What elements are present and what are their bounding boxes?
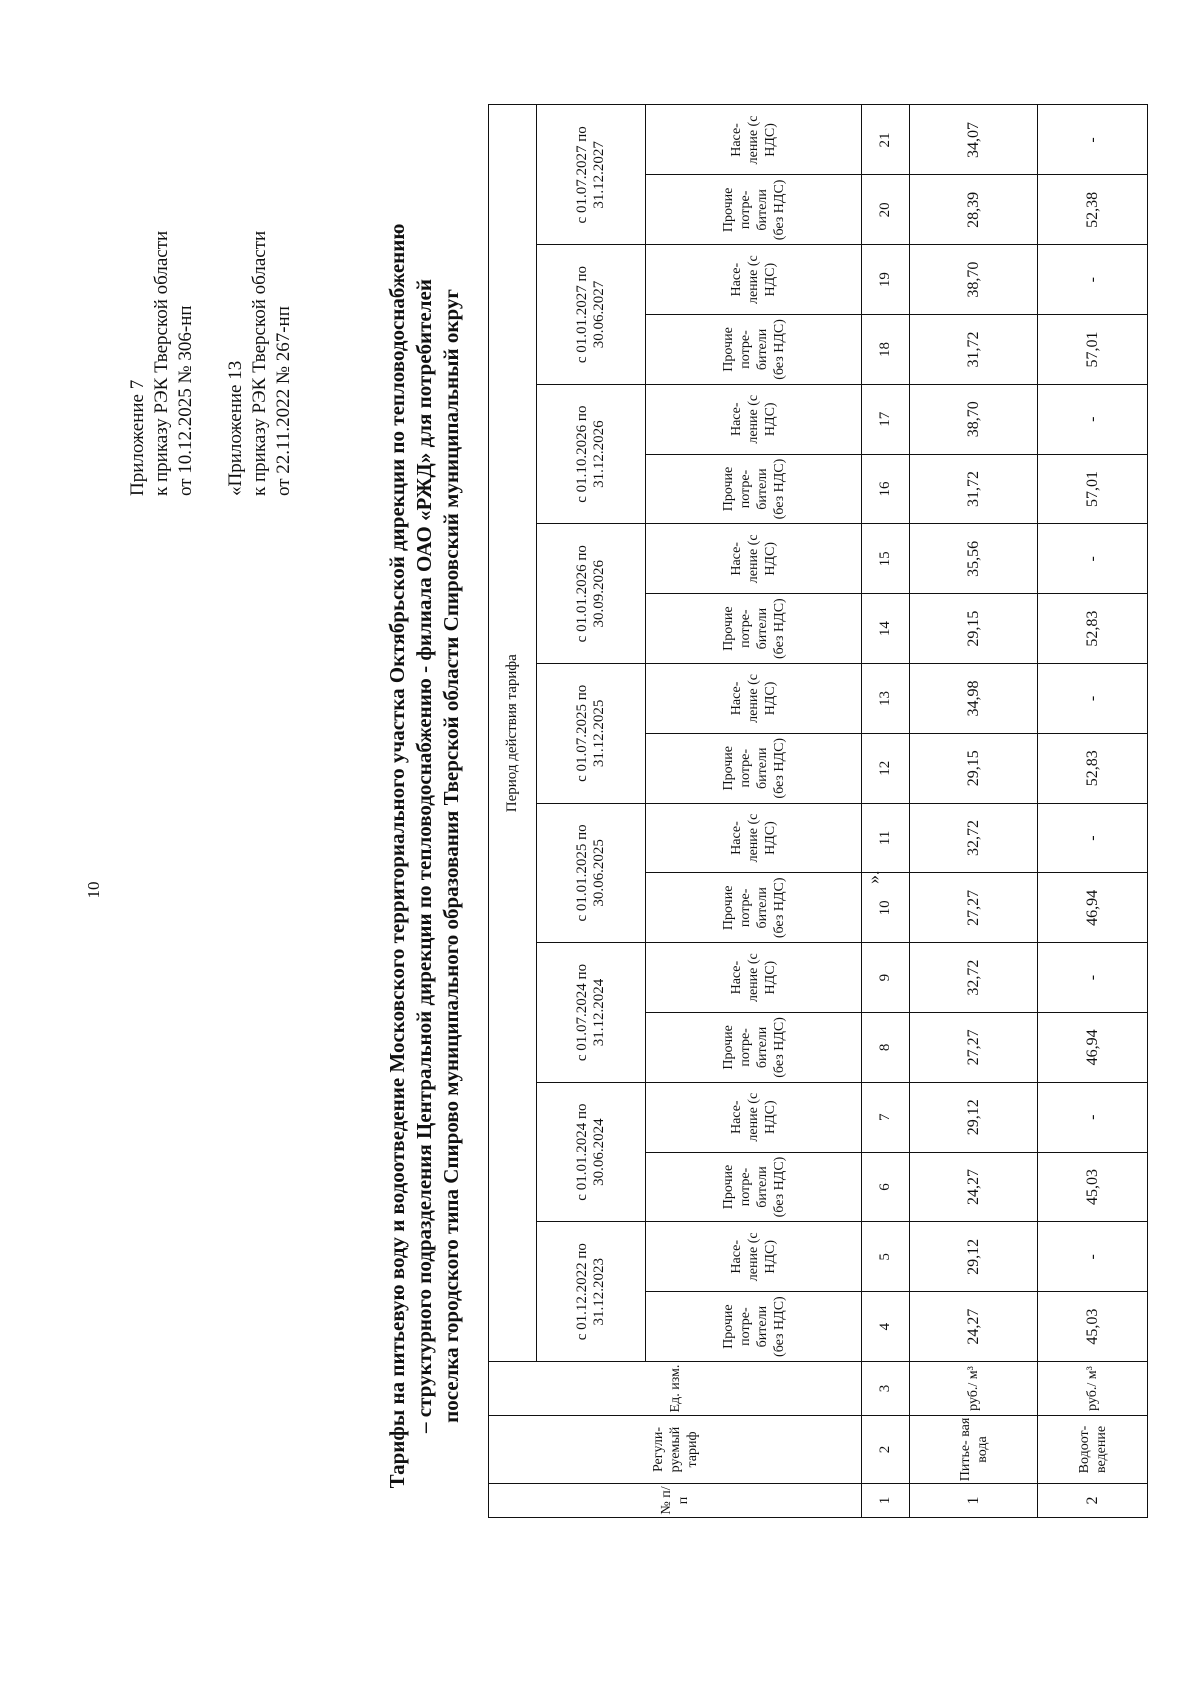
header-tariff: Регули- руемый тариф [489,1416,862,1484]
column-number: 20 [862,175,910,245]
column-number: 9 [862,943,910,1013]
tariff-value-cell: - [1038,943,1148,1013]
tariff-value-cell: - [1038,245,1148,315]
tariff-value-cell: 45,03 [1038,1152,1148,1222]
tariff-value-cell: - [1038,1082,1148,1152]
column-number: 3 [862,1362,910,1416]
tariff-value-cell: 27,27 [910,1013,1038,1083]
approval-current-annex: Приложение 7 [127,379,148,496]
tariff-value-cell: - [1038,664,1148,734]
header-unit: Ед. изм. [489,1362,862,1416]
column-number: 18 [862,315,910,385]
column-number: 16 [862,454,910,524]
tariff-value-cell: 34,98 [910,664,1038,734]
subheader-population: Насе- ление (с НДС) [646,1222,862,1292]
tariff-value-cell: 31,72 [910,454,1038,524]
column-number: 19 [862,245,910,315]
subheader-other-consumers: Прочие потре- бители (без НДС) [646,315,862,385]
subheader-other-consumers: Прочие потре- бители (без НДС) [646,175,862,245]
period-header: с 01.01.2027 по 30.06.2027 [536,245,646,385]
tariff-value-cell: 57,01 [1038,315,1148,385]
period-header: с 01.07.2024 по 31.12.2024 [536,943,646,1083]
approval-block [126,76,296,496]
tariff-value-cell: 29,12 [910,1082,1038,1152]
subheader-other-consumers: Прочие потре- бители (без НДС) [646,594,862,664]
column-number: 12 [862,733,910,803]
row-tariff-name: Водоот- ведение [1038,1416,1148,1484]
tariff-value-cell: 35,56 [910,524,1038,594]
subheader-population: Насе- ление (с НДС) [646,803,862,873]
column-number: 13 [862,664,910,734]
subheader-population: Насе- ление (с НДС) [646,664,862,734]
column-number: 14 [862,594,910,664]
subheader-other-consumers: Прочие потре- бители (без НДС) [646,1013,862,1083]
column-number: 6 [862,1152,910,1222]
subheader-population: Насе- ление (с НДС) [646,245,862,315]
row-tariff-name: Питье- вая вода [910,1416,1038,1484]
table-row [1038,105,1148,1518]
subheader-other-consumers: Прочие потре- бители (без НДС) [646,873,862,943]
row-unit: руб./ м³ [1038,1362,1148,1416]
tariff-value-cell: 28,39 [910,175,1038,245]
subheader-population: Насе- ление (с НДС) [646,943,862,1013]
tariff-value-cell: 57,01 [1038,454,1148,524]
period-header: с 01.01.2025 по 30.06.2025 [536,803,646,943]
tariff-table [488,104,1148,1518]
approval-amended-annex: «Приложение 13 [225,360,246,496]
tariff-value-cell: 32,72 [910,943,1038,1013]
table-row [910,105,1038,1518]
subheader-population: Насе- ление (с НДС) [646,105,862,175]
page-number: 10 [84,881,103,899]
subheader-other-consumers: Прочие потре- бители (без НДС) [646,733,862,803]
subheader-other-consumers: Прочие потре- бители (без НДС) [646,454,862,524]
subheader-population: Насе- ление (с НДС) [646,1082,862,1152]
title-line-2: – структурного подразделения Центральной дирекции по тепловодоснабжению - филиала ОАО «РЖД» для потребителей [412,279,436,1433]
subheader-other-consumers: Прочие потре- бители (без НДС) [646,1292,862,1362]
approval-amended-order: к приказу РЭК Тверской области [249,230,270,496]
period-header: с 01.12.2022 по 31.12.2023 [536,1222,646,1362]
column-number: 15 [862,524,910,594]
column-number: 7 [862,1082,910,1152]
header-period: Период действия тарифа [489,105,537,1362]
title-line-1: Тарифы на питьевую воду и водоотведение Московского территориального участка Октябрьской дирекции по тепловодоснабжению [385,223,409,1489]
column-number: 8 [862,1013,910,1083]
column-number: 10 [862,873,910,943]
column-number: 1 [862,1484,910,1518]
approval-current-order: к приказу РЭК Тверской области [151,230,172,496]
tariff-value-cell: 29,12 [910,1222,1038,1292]
subheader-other-consumers: Прочие потре- бители (без НДС) [646,1152,862,1222]
tariff-value-cell: - [1038,803,1148,873]
subheader-population: Насе- ление (с НДС) [646,524,862,594]
period-header: с 01.07.2025 по 31.12.2025 [536,664,646,804]
subheader-population: Насе- ление (с НДС) [646,384,862,454]
tariff-value-cell: 24,27 [910,1292,1038,1362]
tariff-value-cell: 32,72 [910,803,1038,873]
column-number: 5 [862,1222,910,1292]
tariff-value-cell: 27,27 [910,873,1038,943]
tariff-value-cell: 45,03 [1038,1292,1148,1362]
column-number: 17 [862,384,910,454]
tariff-value-cell: 38,70 [910,384,1038,454]
column-number: 21 [862,105,910,175]
column-number: 4 [862,1292,910,1362]
closing-quote: ». [863,870,883,884]
period-header: с 01.01.2026 по 30.09.2026 [536,524,646,664]
title-line-3: поселка городского типа Спирово муниципального образования Тверской области Спировский муниципальный округ [439,289,463,1423]
period-header: с 01.10.2026 по 31.12.2026 [536,384,646,524]
tariff-value-cell: 46,94 [1038,873,1148,943]
tariff-value-cell: 31,72 [910,315,1038,385]
tariff-value-cell: 52,83 [1038,733,1148,803]
header-no: № п/ п [489,1484,862,1518]
row-unit: руб./ м³ [910,1362,1038,1416]
tariff-value-cell: 46,94 [1038,1013,1148,1083]
row-number: 1 [910,1484,1038,1518]
period-header: с 01.01.2024 по 30.06.2024 [536,1082,646,1222]
tariff-value-cell: 38,70 [910,245,1038,315]
row-number: 2 [1038,1484,1148,1518]
tariff-value-cell: 29,15 [910,733,1038,803]
tariff-value-cell: - [1038,105,1148,175]
document-title [384,126,465,1586]
tariff-value-cell: - [1038,384,1148,454]
tariff-value-cell: 52,38 [1038,175,1148,245]
column-number: 11 [862,803,910,873]
tariff-value-cell: 52,83 [1038,594,1148,664]
tariff-value-cell: 29,15 [910,594,1038,664]
column-number: 2 [862,1416,910,1484]
tariff-value-cell: - [1038,524,1148,594]
approval-current-date: от 10.12.2025 № 306-нп [175,305,196,496]
period-header: с 01.07.2027 по 31.12.2027 [536,105,646,245]
tariff-value-cell: 34,07 [910,105,1038,175]
tariff-value-cell: - [1038,1222,1148,1292]
tariff-value-cell: 24,27 [910,1152,1038,1222]
approval-amended-date: от 22.11.2022 № 267-нп [273,306,294,496]
